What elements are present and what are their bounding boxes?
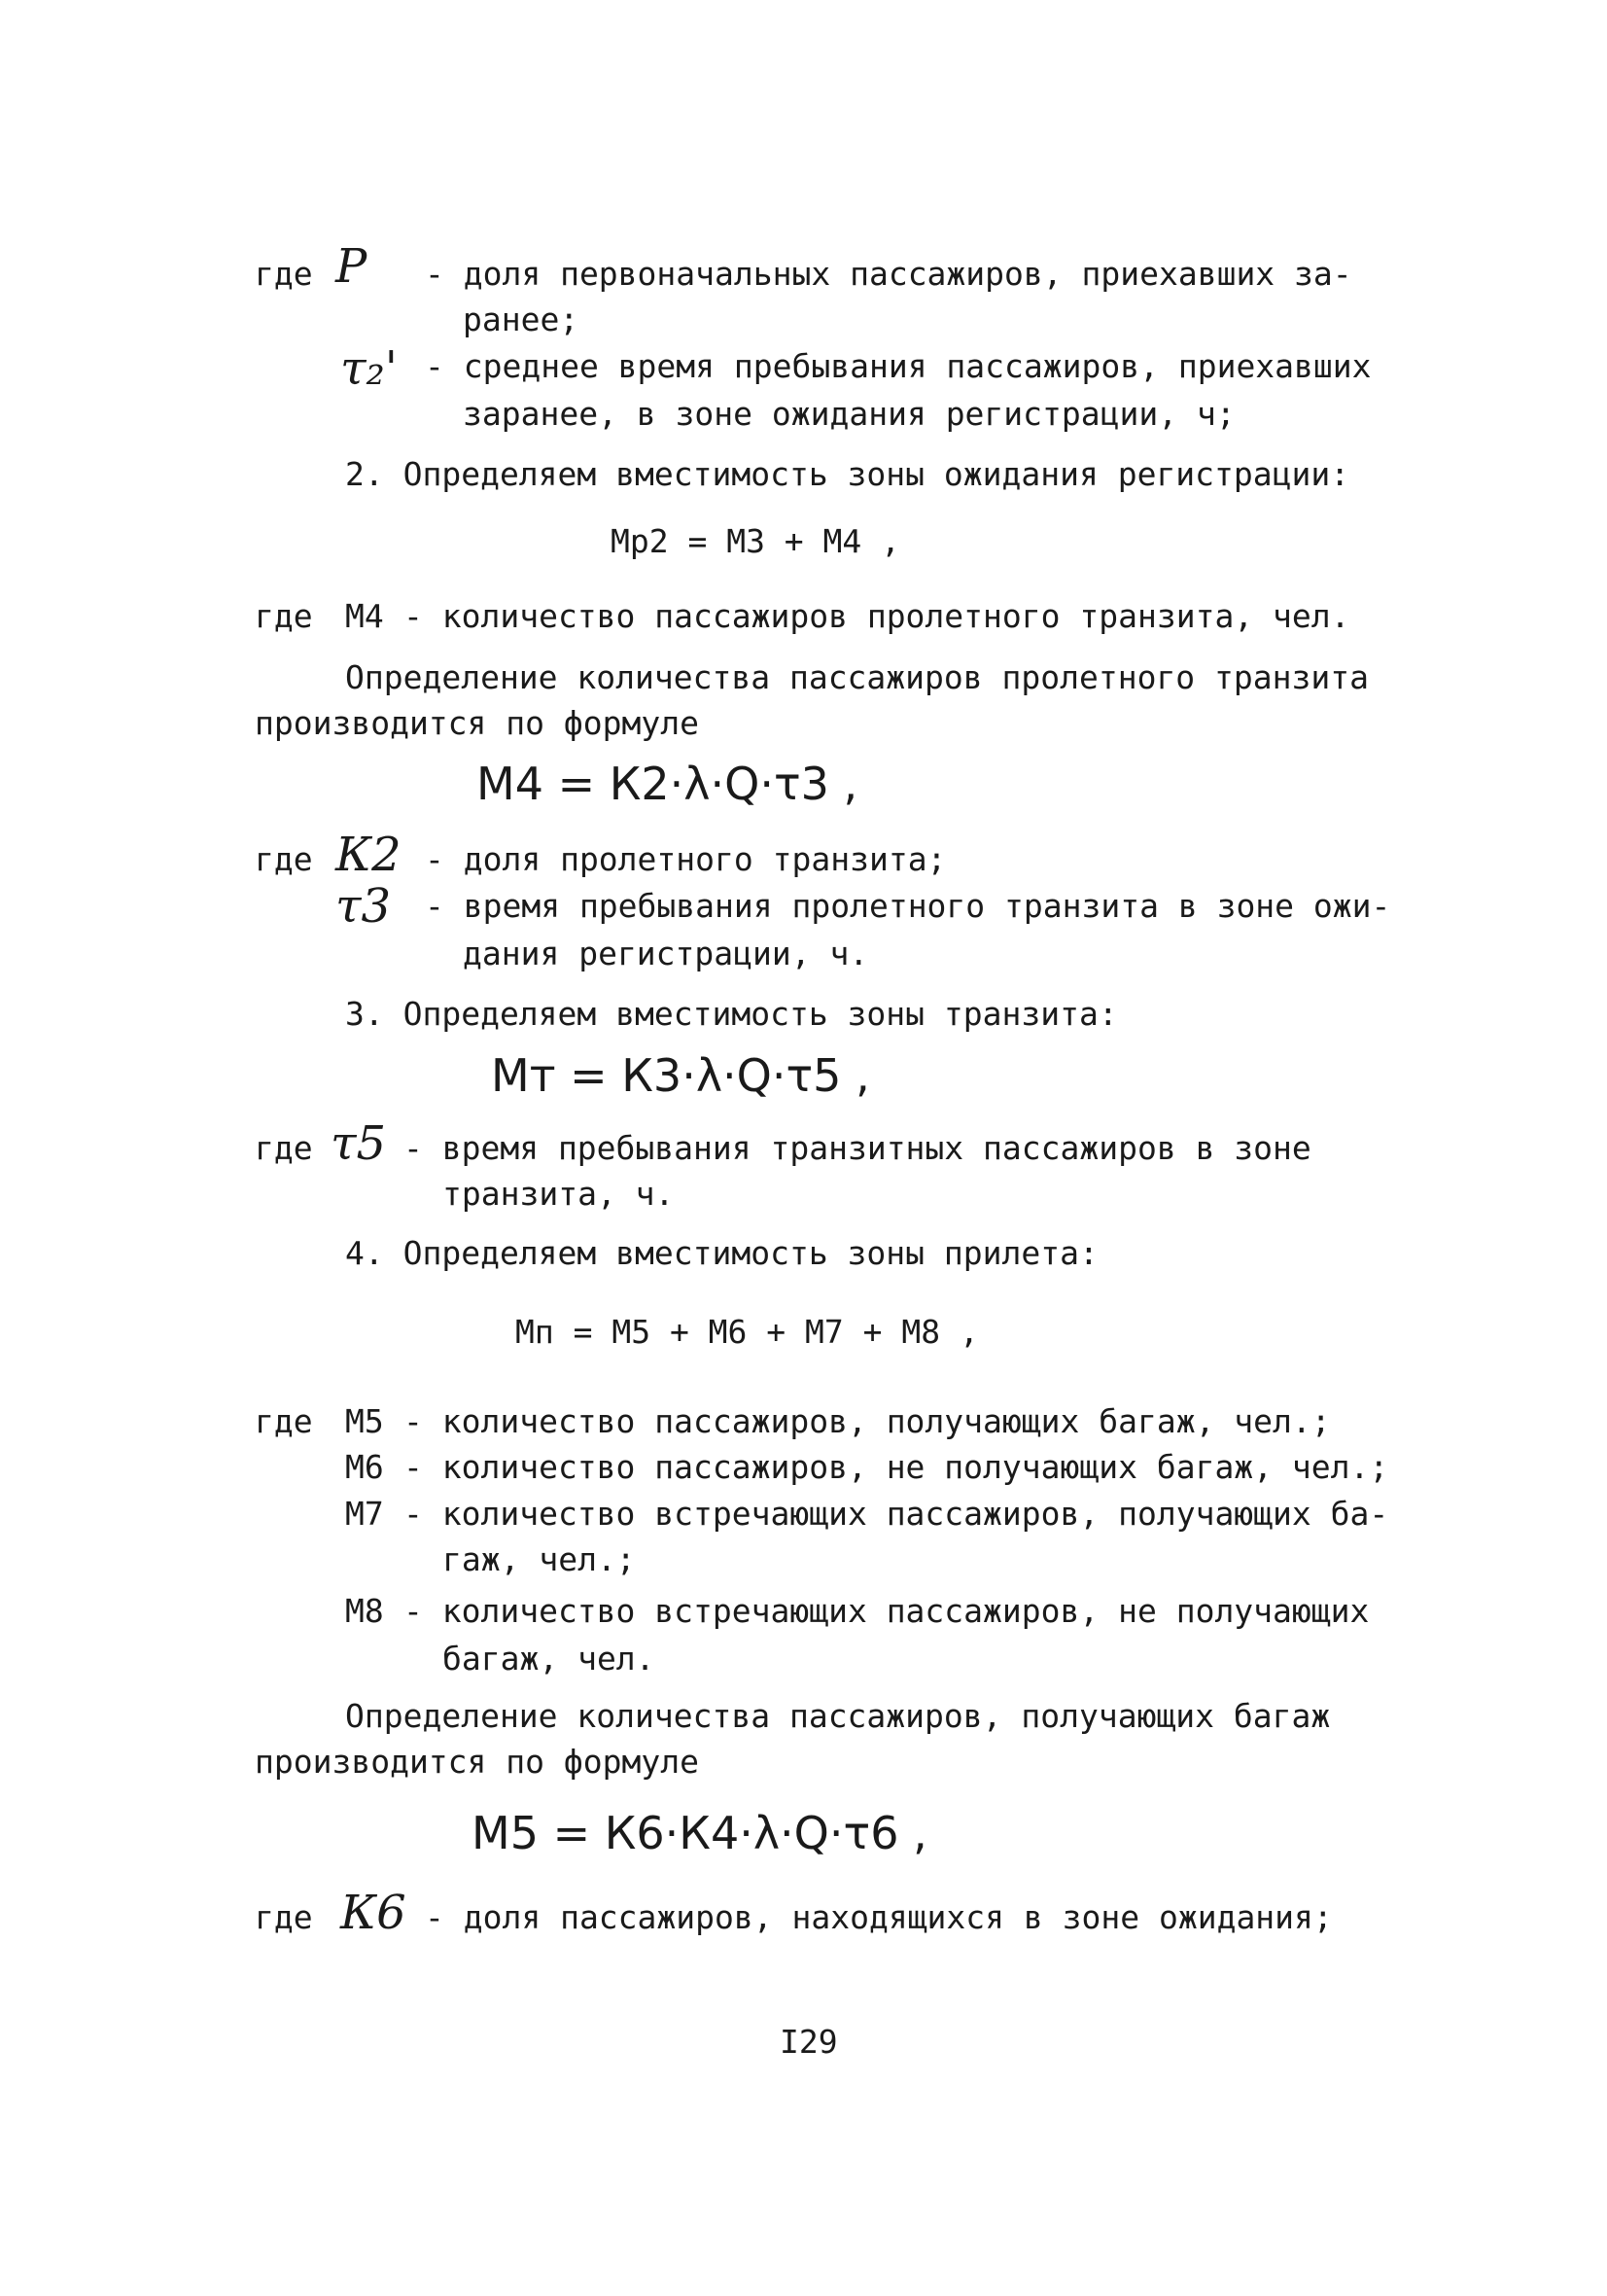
- definition-text: - время пребывания пролетного транзита в зоне ожи-: [425, 887, 1391, 925]
- definition-text: ранее;: [463, 300, 579, 338]
- paragraph-line: производится по формуле: [255, 704, 699, 742]
- step-heading: 4. Определяем вместимость зоны прилета:: [345, 1234, 1099, 1272]
- symbol-tau2: τ₂': [340, 341, 398, 396]
- where-label: где: [255, 597, 313, 635]
- definition-text: транзита, ч.: [442, 1175, 675, 1213]
- symbol-tau3: τ3: [335, 879, 392, 934]
- symbol-m6: М6: [345, 1448, 384, 1486]
- definition-text: - доля первоначальных пассажиров, приехавших за-: [425, 255, 1352, 293]
- where-label: где: [255, 1898, 313, 1936]
- definition-text: заранее, в зоне ожидания регистрации, ч;: [463, 395, 1236, 433]
- symbol-m8: М8: [345, 1592, 384, 1630]
- definition-text: - время пребывания транзитных пассажиров в зоне: [403, 1129, 1311, 1167]
- definition-text: багаж, чел.: [442, 1640, 655, 1678]
- paragraph-line: производится по формуле: [255, 1743, 699, 1781]
- definition-text: - доля пролетного транзита;: [425, 840, 947, 878]
- symbol-tau5: τ5: [331, 1116, 387, 1171]
- definition-text: - количество встречающих пассажиров, получающих ба-: [403, 1495, 1389, 1533]
- page-number: I29: [780, 2023, 838, 2061]
- where-label: где: [255, 1129, 313, 1167]
- definition-text: - доля пассажиров, находящихся в зоне ожидания;: [425, 1898, 1333, 1936]
- formula-m5: М5 = К6·К4·λ·Q·τ6 ,: [472, 1807, 927, 1859]
- definition-text: - среднее время пребывания пассажиров, приехавших: [425, 347, 1372, 385]
- definition-text: - количество пассажиров, не получающих багаж, чел.;: [403, 1448, 1389, 1486]
- definition-text: - количество встречающих пассажиров, не получающих: [403, 1592, 1370, 1630]
- symbol-k6: К6: [340, 1886, 406, 1940]
- definition-text: - количество пассажиров пролетного транзита, чел.: [403, 597, 1350, 635]
- paragraph-line: Определение количества пассажиров пролетного транзита: [345, 658, 1369, 696]
- definition-text: гаж, чел.;: [442, 1540, 636, 1578]
- symbol-m4: М4: [345, 597, 384, 635]
- definition-text: дания регистрации, ч.: [463, 935, 869, 972]
- paragraph-line: Определение количества пассажиров, получающих багаж: [345, 1697, 1331, 1735]
- symbol-m7: М7: [345, 1495, 384, 1533]
- formula-mpr: Мп = М5 + М6 + М7 + М8 ,: [515, 1313, 979, 1351]
- symbol-m5: М5: [345, 1402, 384, 1440]
- where-label: где: [255, 1402, 313, 1440]
- step-heading: 3. Определяем вместимость зоны транзита:: [345, 995, 1118, 1033]
- step-heading: 2. Определяем вместимость зоны ожидания регистрации:: [345, 455, 1350, 493]
- where-label: где: [255, 840, 313, 878]
- symbol-p: P: [335, 239, 367, 294]
- formula-mt: Мт = К3·λ·Q·τ5 ,: [491, 1049, 870, 1102]
- definition-text: - количество пассажиров, получающих багаж, чел.;: [403, 1402, 1331, 1440]
- formula-m4: М4 = К2·λ·Q·τ3 ,: [476, 758, 858, 810]
- formula-mp2: Мр2 = М3 + М4 ,: [611, 522, 901, 560]
- where-label: где: [255, 255, 313, 293]
- symbol-k2: К2: [335, 828, 402, 882]
